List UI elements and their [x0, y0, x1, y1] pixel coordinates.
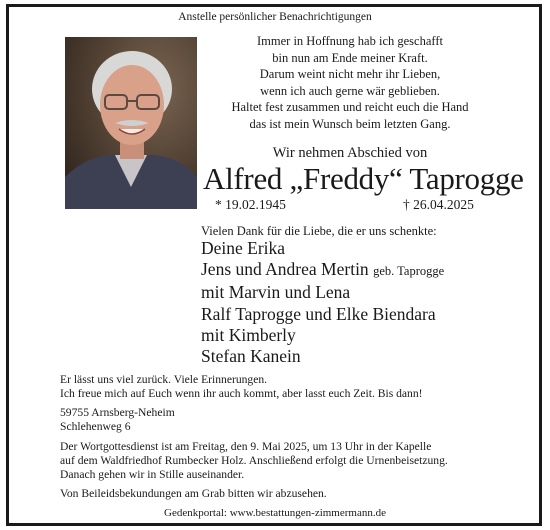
- header-text: Anstelle persönlicher Benachrichtigungen: [178, 11, 372, 23]
- service-line: Der Wortgottesdienst ist am Freitag, den 9. Mai 2025, um 13 Uhr in der Kapelle: [60, 440, 432, 454]
- message-line: Er lässt uns viel zurück. Viele Erinnerungen.: [60, 373, 268, 386]
- birth-date: * 19.02.1945: [215, 197, 286, 212]
- notice-body: [60, 373, 530, 501]
- family-member: [201, 259, 531, 282]
- family-member: mit Marvin und Lena: [201, 282, 351, 303]
- address-line: Schlehenweg 6: [60, 419, 131, 433]
- family-member: Deine Erika: [201, 238, 286, 258]
- service-line: Danach gehen wir in Stille auseinander.: [60, 467, 245, 481]
- farewell-text: Wir nehmen Abschied von: [272, 145, 428, 161]
- portrait-image: [65, 37, 197, 209]
- poem-line: Haltet fest zusammen und reicht euch die Hand: [231, 100, 469, 115]
- death-date: † 26.04.2025: [403, 197, 474, 212]
- family-member: mit Kimberly: [201, 324, 296, 345]
- thanks-text: Vielen Dank für die Liebe, die er uns schenkte:: [201, 224, 437, 238]
- poem-line: das ist mein Wunsch beim letzten Gang.: [249, 116, 451, 131]
- poem-line: bin nun am Ende meiner Kraft.: [272, 50, 428, 65]
- family-member: Ralf Taprogge und Elke Biendara: [201, 303, 436, 324]
- poem-line: Immer in Hoffnung hab ich geschafft: [257, 34, 443, 48]
- maiden-name: geb. Taprogge: [373, 264, 445, 279]
- condolence-note: Von Beileidsbekundungen am Grab bitten wir abzusehen.: [60, 487, 327, 501]
- address-line: 59755 Arnsberg-Neheim: [60, 406, 175, 420]
- family-list: [201, 238, 531, 367]
- family-member: Stefan Kanein: [201, 346, 301, 367]
- family-member-name: Jens und Andrea Mertin: [201, 259, 369, 280]
- message-line: Ich freue mich auf Euch wenn ihr auch kommt, aber lasst euch Zeit. Bis dann!: [60, 386, 423, 400]
- deceased-name: Alfred „Freddy“ Taprogge: [203, 161, 524, 196]
- memorial-portal-link[interactable]: Gedenkportal: www.bestattungen-zimmermann.de: [164, 507, 386, 519]
- poem-line: Darum weint nicht mehr ihr Lieben,: [259, 67, 441, 82]
- portrait-photo: [65, 37, 197, 209]
- service-line: auf dem Waldfriedhof Rumbecker Holz. Anschließend erfolgt die Urnenbeisetzung.: [60, 453, 448, 467]
- poem: [205, 33, 495, 133]
- poem-line: wenn ich auch gerne wär geblieben.: [260, 83, 440, 98]
